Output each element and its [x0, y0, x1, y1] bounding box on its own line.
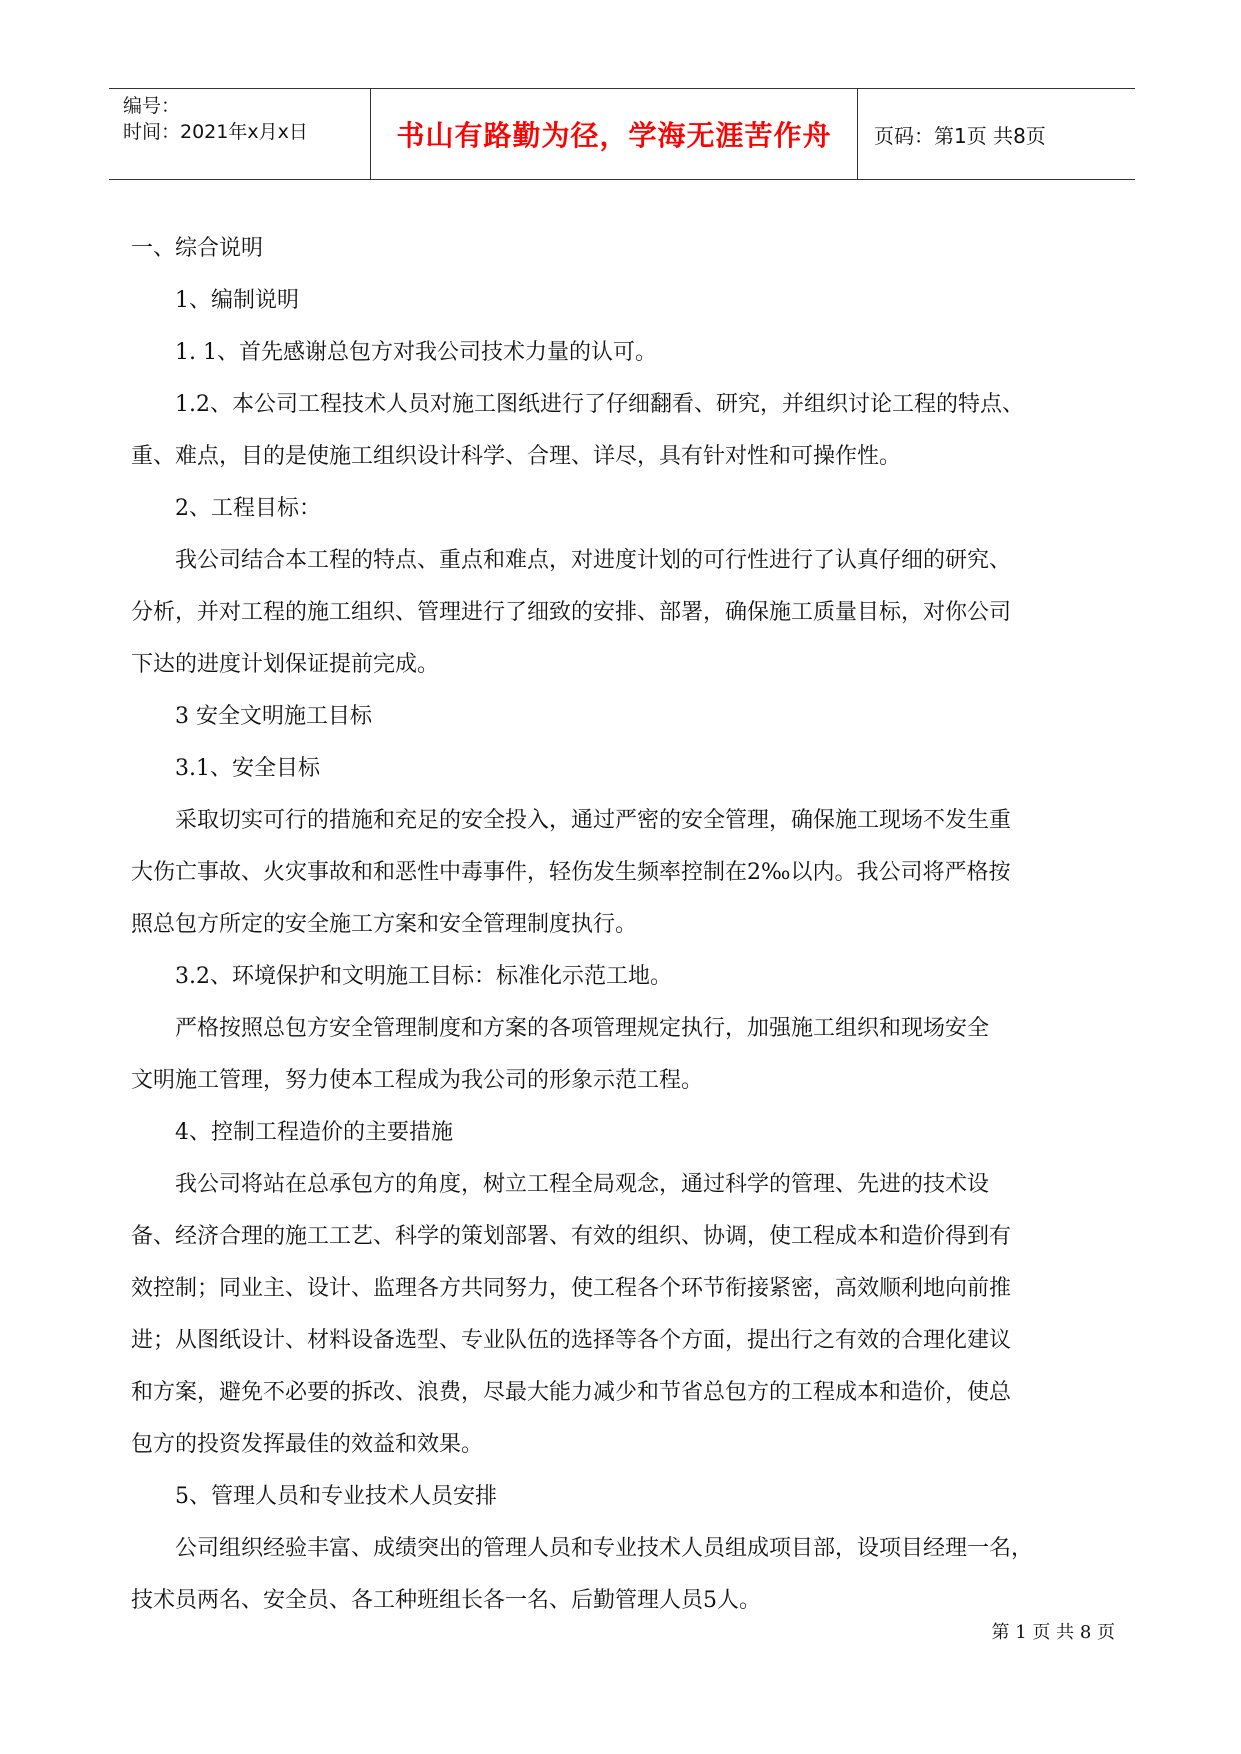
paragraph-line: 备、经济合理的施工工艺、科学的策划部署、有效的组织、协调，使工程成本和造价得到有	[131, 1224, 1012, 1249]
document-body	[131, 223, 1121, 1627]
section-heading: 一、综合说明	[131, 236, 264, 261]
paragraph-line: 大伤亡事故、火灾事故和和恶性中毒事件，轻伤发生频率控制在2‰以内。我公司将严格按	[131, 860, 1011, 885]
paragraph-line: 和方案，避免不必要的拆改、浪费，尽最大能力减少和节省总包方的工程成本和造价，使总	[131, 1380, 1012, 1405]
paragraph-line: 采取切实可行的措施和充足的安全投入，通过严密的安全管理，确保施工现场不发生重	[175, 808, 1012, 833]
paragraph-line: 分析，并对工程的施工组织、管理进行了细致的安排、部署，确保施工质量目标，对你公司	[131, 600, 1012, 625]
subsection-heading: 3.2、环境保护和文明施工目标：标准化示范工地。	[175, 964, 672, 989]
header-info-cell	[109, 89, 371, 179]
subsection-heading: 1、编制说明	[175, 288, 299, 313]
subsection-heading: 3.1、安全目标	[175, 756, 320, 781]
document-number-label: 编号：	[123, 95, 181, 117]
header-page-cell	[858, 89, 1135, 179]
header-page-info: 页码：第1页 共8页	[874, 123, 1046, 148]
paragraph-line: 文明施工管理，努力使本工程成为我公司的形象示范工程。	[131, 1068, 704, 1093]
page-footer: 第 1 页 共 8 页	[991, 1622, 1115, 1643]
paragraph-line: 进；从图纸设计、材料设备选型、专业队伍的选择等各个方面，提出行之有效的合理化建议	[131, 1328, 1012, 1353]
paragraph-line: 包方的投资发挥最佳的效益和效果。	[131, 1432, 484, 1457]
paragraph-line: 我公司结合本工程的特点、重点和难点，对进度计划的可行性进行了认真仔细的研究、	[175, 548, 1012, 573]
paragraph-line: 公司组织经验丰富、成绩突出的管理人员和专业技术人员组成项目部，设项目经理一名，	[175, 1536, 1034, 1561]
paragraph-line: 1. 1、首先感谢总包方对我公司技术力量的认可。	[175, 340, 657, 365]
subsection-heading: 2、工程目标：	[175, 496, 321, 521]
paragraph-line: 照总包方所定的安全施工方案和安全管理制度执行。	[131, 912, 638, 937]
paragraph-line: 1.2、本公司工程技术人员对施工图纸进行了仔细翻看、研究，并组织讨论工程的特点、	[175, 392, 1024, 417]
header-motto-cell	[371, 89, 858, 179]
header-motto: 书山有路勤为径，学海无涯苦作舟	[396, 119, 832, 152]
subsection-heading: 3 安全文明施工目标	[175, 704, 372, 729]
paragraph-line: 下达的进度计划保证提前完成。	[131, 652, 440, 677]
paragraph-line: 我公司将站在总承包方的角度，树立工程全局观念，通过科学的管理、先进的技术设	[175, 1172, 990, 1197]
paragraph-line: 效控制；同业主、设计、监理各方共同努力，使工程各个环节衔接紧密，高效顺利地向前推	[131, 1276, 1012, 1301]
document-time-label: 时间：2021年x月x日	[123, 121, 308, 143]
paragraph-line: 重、难点，目的是使施工组织设计科学、合理、详尽，具有针对性和可操作性。	[131, 444, 902, 469]
paragraph-line: 严格按照总包方安全管理制度和方案的各项管理规定执行，加强施工组织和现场安全	[175, 1016, 990, 1041]
paragraph-line: 技术员两名、安全员、各工种班组长各一名、后勤管理人员5人。	[131, 1588, 761, 1613]
document-header	[109, 88, 1135, 180]
subsection-heading: 4、控制工程造价的主要措施	[175, 1120, 453, 1145]
subsection-heading: 5、管理人员和专业技术人员安排	[175, 1484, 497, 1509]
